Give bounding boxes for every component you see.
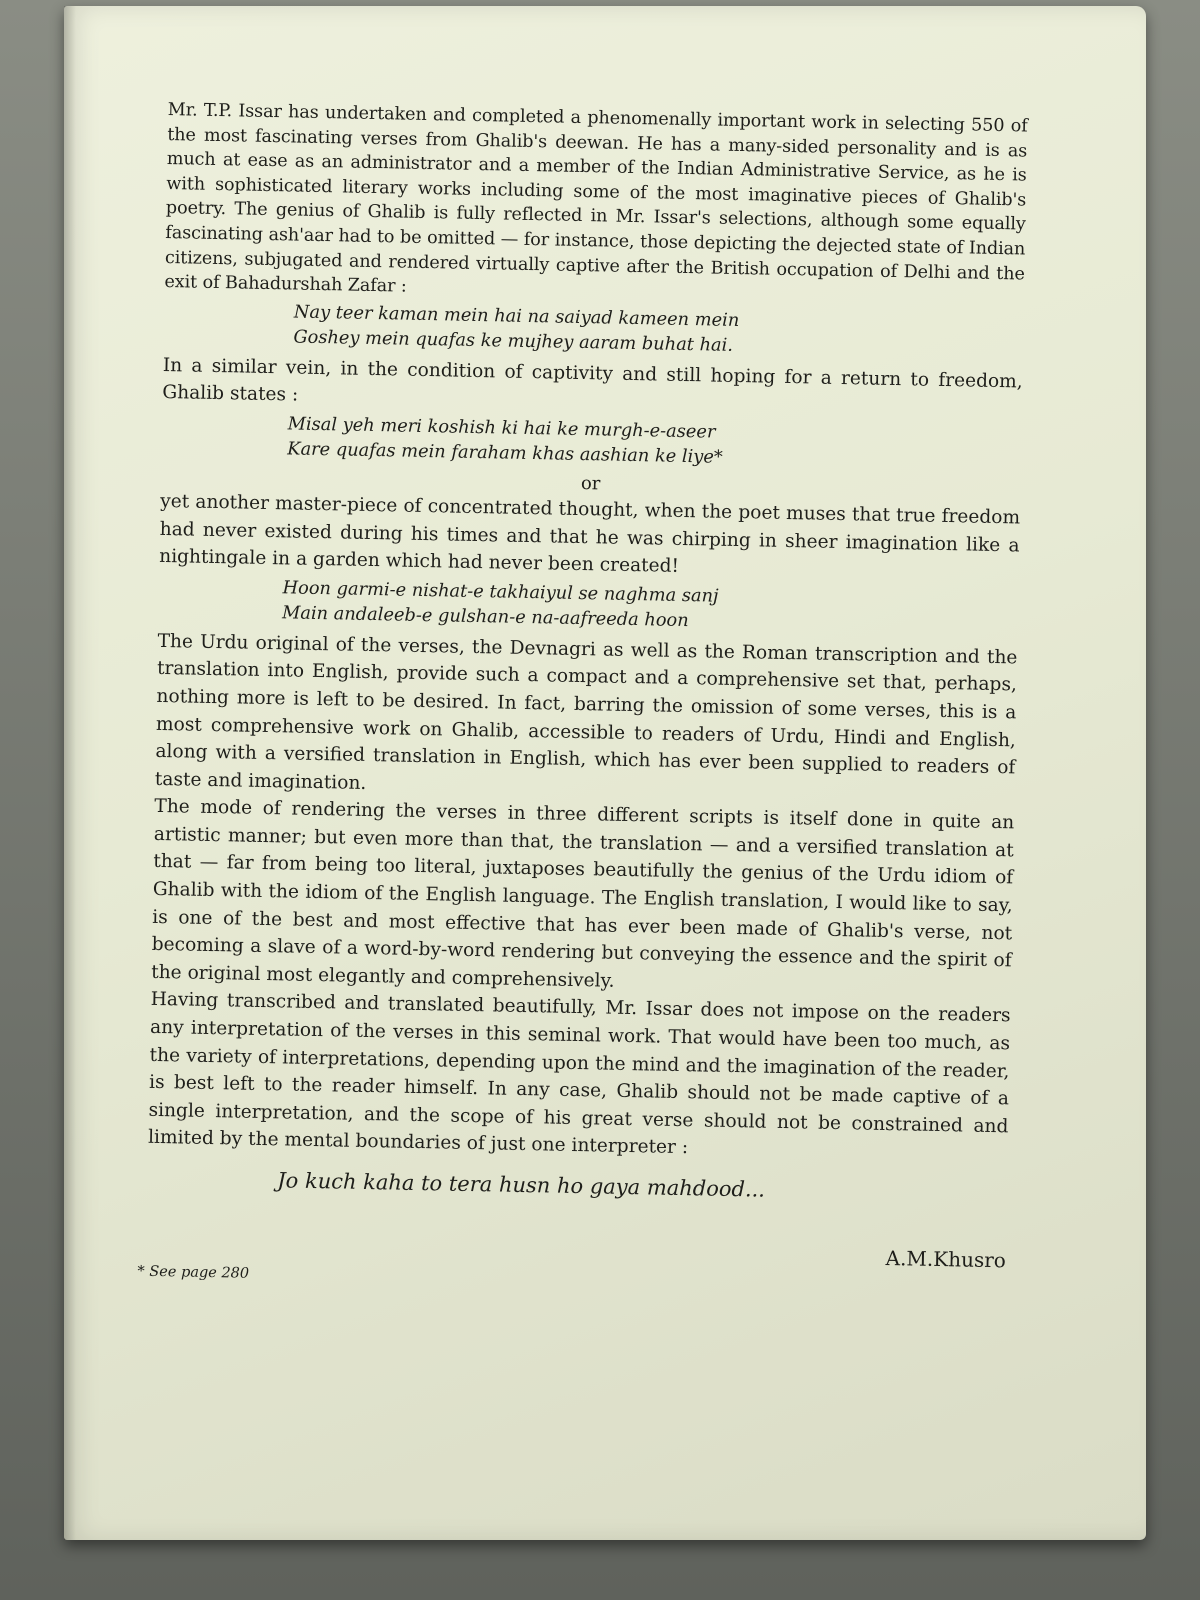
verse-line: Hoon garmi-e nishat-e takhaiyul se naghma sanj [282, 577, 719, 607]
similar-vein-paragraph: In a similar vein, in the condition of captivity and still hoping for a return to freedom, Ghalib states : [162, 354, 1023, 406]
verse-line: Jo kuch kaha to tera husn ho gaya mahdood... [277, 1168, 766, 1202]
verse-closing [147, 1166, 1007, 1208]
book-page [64, 6, 1146, 1540]
having-transcribed-paragraph: Having transcribed and translated beautifully, Mr. Issar does not impose on the readers any interpretation of the verses in this seminal work. That would have been too much, as the variety of interpretations, depending upon the mind and the imagination of the reader, is best left to the reader himself. In any case, Ghalib should not be made captive of a single interpretation, and the scope of his great verse should not be constrained and limited by the mental boundaries of just one interpreter : [147, 989, 1011, 1159]
mode-of-rendering-paragraph: The mode of rendering the verses in three different scripts is itself done in quite an artistic manner; but even more than that, the translation — and a versified translation at that — far from being too literal, juxtaposes beautifully the genius of the Urdu idiom of Ghalib with the idiom of the English language. The English translation, I would like to say, is one of the best and most effective that has ever been made of Ghalib's verse, not becoming a slave of a word-by-word rendering but conveying the essence and the spirit of the original most elegantly and comprehensively. [151, 796, 1015, 992]
verse-line: Nay teer kaman mein hai na saiyad kameen mein [293, 301, 740, 331]
page-binding-shadow [64, 6, 76, 1540]
intro-paragraph: Mr. T.P. Issar has undertaken and completed a phenomenally important work in selecting 550 of the most fascinating verses from Ghalib's deewan. He has a many-sided personality and is as much at ease as an administrator and a member of the Indian Administrative Service, as he is with sophisticated literary works including some of the most imaginative pieces of Ghalib's poetry. The genius of Ghalib is fully reflected in Mr. Issar's selections, although some equally fascinating ash'aar had to be omitted — for instance, those depicting the dejected state of Indian citizens, subjugated and rendered virtually captive after the British occupation of Delhi and the exit of Bahadurshah Zafar : [164, 99, 1028, 297]
page-text [137, 98, 1028, 1296]
masterpiece-paragraph: yet another master-piece of concentrated thought, when the poet muses that true freedom had never existed during his times and that he was chirping in sheer imagination like a nightingale in a garden which had never been created! [158, 490, 1021, 578]
author-signature: A.M.Khusro [885, 1245, 1007, 1272]
verse-line: Kare quafas mein faraham khas aashian ke liye* [287, 438, 723, 469]
verse-line: Goshey mein quafas ke mujhey aaram buhat hai. [293, 326, 734, 357]
or-separator: or [580, 472, 601, 495]
verse-line: Main andaleeb-e gulshan-e na-aafreeda hoon [281, 602, 689, 632]
urdu-original-paragraph: The Urdu original of the verses, the Devnagri as well as the Roman transcription and the translation into English, provide such a compact and a comprehensive set that, perhaps, nothing more is left to be desired. In fact, barring the omission of some verses, this is a most comprehensive work on Ghalib, accessible to readers of Urdu, Hindi and English, along with a versified translation in English, which has ever been supplied to readers of taste and imagination. [154, 630, 1018, 794]
verse-line: Misal yeh meri koshish ki hai ke murgh-e-aseer [287, 413, 716, 443]
footnote: * See page 280 [137, 1263, 250, 1282]
